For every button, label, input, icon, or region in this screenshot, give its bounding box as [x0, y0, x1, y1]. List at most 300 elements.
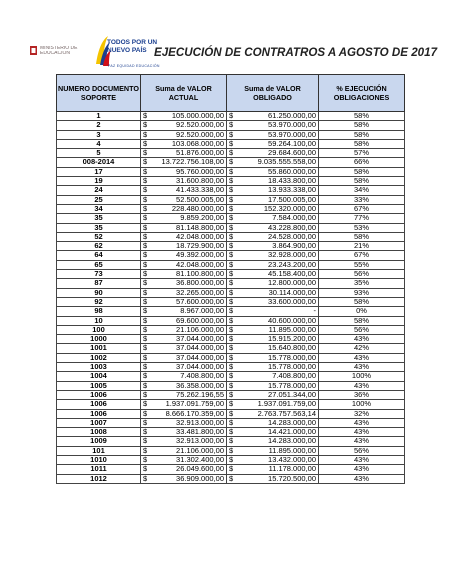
- table-row: [57, 279, 405, 288]
- table-row: [57, 325, 405, 334]
- amount-value: 15.778.000,00: [268, 381, 316, 390]
- currency-symbol: $: [229, 390, 234, 399]
- currency-symbol: $: [229, 371, 234, 381]
- cell-ejecucion: 43%: [319, 363, 405, 372]
- currency-symbol: $: [143, 306, 148, 316]
- table-row: [57, 270, 405, 279]
- cell-valor-actual: [141, 363, 227, 372]
- cell-valor-actual: [141, 204, 227, 213]
- amount-value: 26.049.600,00: [176, 464, 224, 474]
- amount-value: 31.600.800,00: [176, 176, 224, 186]
- cell-document: 4: [57, 139, 141, 148]
- cell-document: 1002: [57, 353, 141, 362]
- cell-valor-obligado: [227, 455, 319, 464]
- cell-document: 35: [57, 214, 141, 223]
- cell-ejecucion: 43%: [319, 381, 405, 390]
- table-row: [57, 409, 405, 418]
- table-row: [57, 455, 405, 464]
- currency-symbol: $: [143, 436, 148, 446]
- table-row: [57, 139, 405, 148]
- amount-value: 42.048.000,00: [176, 260, 224, 269]
- cell-document: 64: [57, 251, 141, 260]
- cell-document: 1006: [57, 409, 141, 418]
- cell-valor-actual: [141, 316, 227, 325]
- currency-symbol: $: [143, 325, 148, 334]
- col-header-valor-actual: Suma de VALOR ACTUAL: [141, 75, 227, 112]
- cell-document: 65: [57, 260, 141, 269]
- cell-ejecucion: 56%: [319, 446, 405, 455]
- cell-ejecucion: 56%: [319, 325, 405, 334]
- cell-valor-actual: [141, 409, 227, 418]
- cell-valor-obligado: [227, 112, 319, 121]
- cell-ejecucion: 56%: [319, 270, 405, 279]
- currency-symbol: $: [143, 111, 148, 120]
- cell-document: 1008: [57, 428, 141, 437]
- cell-ejecucion: 55%: [319, 260, 405, 269]
- amount-value: 75.262.196,55: [176, 390, 224, 399]
- table-row: [57, 149, 405, 158]
- cell-valor-actual: [141, 437, 227, 446]
- amount-value: 81.148.800,00: [176, 223, 224, 232]
- amount-value: 32.928.000,00: [268, 250, 316, 260]
- currency-symbol: $: [143, 120, 148, 130]
- cell-valor-actual: [141, 130, 227, 139]
- amount-value: 53.970.000,00: [268, 120, 316, 130]
- amount-value: 36.909.000,00: [176, 474, 224, 483]
- currency-symbol: $: [143, 232, 148, 241]
- amount-value: 105.000.000,00: [171, 111, 224, 120]
- amount-value: 37.044.000,00: [176, 353, 224, 362]
- cell-valor-obligado: [227, 335, 319, 344]
- cell-valor-obligado: [227, 195, 319, 204]
- amount-value: 36.800.000,00: [176, 278, 224, 288]
- amount-value: 13.432.000,00: [268, 455, 316, 464]
- cell-valor-actual: [141, 270, 227, 279]
- table-row: [57, 428, 405, 437]
- cell-ejecucion: 43%: [319, 455, 405, 464]
- amount-value: 33.600.000,00: [268, 297, 316, 306]
- cell-document: 1011: [57, 465, 141, 474]
- currency-symbol: $: [143, 223, 148, 232]
- amount-value: 12.800.000,00: [268, 278, 316, 288]
- amount-value: 92.520.000,00: [176, 120, 224, 130]
- cell-valor-actual: [141, 400, 227, 409]
- currency-symbol: $: [229, 455, 234, 464]
- cell-valor-actual: [141, 149, 227, 158]
- cell-valor-obligado: [227, 297, 319, 306]
- cell-valor-actual: [141, 195, 227, 204]
- currency-symbol: $: [143, 288, 148, 297]
- page-header: [0, 0, 450, 72]
- amount-value: 14.283.000,00: [268, 436, 316, 446]
- amount-value: 55.860.000,00: [268, 167, 316, 176]
- table-row: [57, 204, 405, 213]
- table-row: [57, 130, 405, 139]
- cell-document: 98: [57, 307, 141, 316]
- table-row: [57, 400, 405, 409]
- amount-value: 7.408.800,00: [272, 371, 316, 381]
- cell-valor-actual: [141, 177, 227, 186]
- cell-valor-actual: [141, 279, 227, 288]
- amount-value: 32.913.000,00: [176, 436, 224, 446]
- currency-symbol: $: [143, 399, 148, 409]
- amount-value: 51.876.000,00: [176, 148, 224, 158]
- table-row: [57, 232, 405, 241]
- amount-value: 11.178.000,00: [268, 464, 316, 474]
- cell-valor-actual: [141, 186, 227, 195]
- cell-valor-obligado: [227, 344, 319, 353]
- currency-symbol: $: [229, 241, 234, 251]
- cell-ejecucion: 58%: [319, 121, 405, 130]
- cell-document: 100: [57, 325, 141, 334]
- amount-value: 152.320.000,00: [263, 204, 316, 213]
- cell-valor-actual: [141, 112, 227, 121]
- table-row: [57, 177, 405, 186]
- currency-symbol: $: [229, 269, 234, 279]
- currency-symbol: $: [229, 167, 234, 176]
- currency-symbol: $: [229, 464, 234, 474]
- currency-symbol: $: [229, 260, 234, 269]
- cell-valor-actual: [141, 335, 227, 344]
- cell-valor-obligado: [227, 307, 319, 316]
- cell-valor-obligado: [227, 186, 319, 195]
- cell-ejecucion: 58%: [319, 316, 405, 325]
- cell-document: 3: [57, 130, 141, 139]
- brand-tagline: PAZ EQUIDAD EDUCACIÓN: [108, 64, 160, 68]
- currency-symbol: $: [143, 130, 148, 139]
- cell-document: 008-2014: [57, 158, 141, 167]
- cell-ejecucion: 36%: [319, 390, 405, 399]
- cell-document: 87: [57, 279, 141, 288]
- ministry-label: MINISTERIO DE EDUCACIÓN: [40, 46, 78, 56]
- cell-ejecucion: 43%: [319, 353, 405, 362]
- cell-valor-obligado: [227, 390, 319, 399]
- cell-document: 24: [57, 186, 141, 195]
- cell-valor-actual: [141, 418, 227, 427]
- currency-symbol: $: [143, 269, 148, 279]
- amount-value: 40.600.000,00: [268, 316, 316, 325]
- amount-value: 24.528.000,00: [268, 232, 316, 241]
- currency-symbol: $: [229, 306, 234, 316]
- cell-document: 1006: [57, 390, 141, 399]
- amount-value: 95.760.000,00: [176, 167, 224, 176]
- table-row: [57, 474, 405, 483]
- table-row: [57, 297, 405, 306]
- cell-ejecucion: 58%: [319, 297, 405, 306]
- cell-ejecucion: 34%: [319, 186, 405, 195]
- currency-symbol: $: [143, 250, 148, 260]
- cell-ejecucion: 100%: [319, 400, 405, 409]
- cell-ejecucion: 77%: [319, 214, 405, 223]
- cell-valor-obligado: [227, 400, 319, 409]
- amount-value: 59.264.100,00: [268, 139, 316, 148]
- cell-ejecucion: 43%: [319, 428, 405, 437]
- currency-symbol: $: [229, 343, 234, 353]
- amount-value: 14.283.000,00: [268, 418, 316, 427]
- amount-value: 57.600.000,00: [176, 297, 224, 306]
- table-row: [57, 316, 405, 325]
- currency-symbol: $: [229, 353, 234, 362]
- col-header-valor-obligado: Suma de VALOR OBLIGADO: [227, 75, 319, 112]
- cell-document: 101: [57, 446, 141, 455]
- cell-ejecucion: 43%: [319, 418, 405, 427]
- cell-ejecucion: 67%: [319, 204, 405, 213]
- amount-value: 32.265.000,00: [176, 288, 224, 297]
- cell-valor-actual: [141, 214, 227, 223]
- cell-valor-obligado: [227, 372, 319, 381]
- amount-value: 13.933.338,00: [268, 185, 316, 195]
- amount-value: -: [313, 306, 316, 316]
- cell-valor-obligado: [227, 139, 319, 148]
- currency-symbol: $: [143, 213, 148, 223]
- table-row: [57, 437, 405, 446]
- table-row: [57, 112, 405, 121]
- page-title: EJECUCIÓN DE CONTRATROS A AGOSTO DE 2017: [154, 46, 438, 59]
- cell-valor-obligado: [227, 242, 319, 251]
- amount-value: 49.392.000,00: [176, 250, 224, 260]
- cell-valor-obligado: [227, 177, 319, 186]
- cell-valor-obligado: [227, 149, 319, 158]
- currency-symbol: $: [229, 316, 234, 325]
- cell-valor-obligado: [227, 260, 319, 269]
- cell-valor-actual: [141, 344, 227, 353]
- cell-document: 1006: [57, 400, 141, 409]
- cell-valor-obligado: [227, 158, 319, 167]
- cell-document: 34: [57, 204, 141, 213]
- currency-symbol: $: [229, 334, 234, 344]
- cell-document: 1010: [57, 455, 141, 464]
- currency-symbol: $: [229, 232, 234, 241]
- cell-valor-obligado: [227, 288, 319, 297]
- currency-symbol: $: [143, 334, 148, 344]
- cell-valor-obligado: [227, 121, 319, 130]
- cell-valor-actual: [141, 260, 227, 269]
- currency-symbol: $: [229, 130, 234, 139]
- cell-valor-obligado: [227, 214, 319, 223]
- currency-symbol: $: [229, 288, 234, 297]
- currency-symbol: $: [143, 316, 148, 325]
- amount-value: 14.421.000,00: [268, 427, 316, 437]
- cell-ejecucion: 66%: [319, 158, 405, 167]
- amount-value: 23.243.200,00: [268, 260, 316, 269]
- currency-symbol: $: [229, 213, 234, 223]
- currency-symbol: $: [143, 362, 148, 372]
- cell-valor-obligado: [227, 409, 319, 418]
- amount-value: 52.500.005,00: [176, 195, 224, 204]
- currency-symbol: $: [229, 204, 234, 213]
- table-row: [57, 195, 405, 204]
- cell-valor-actual: [141, 325, 227, 334]
- cell-valor-obligado: [227, 353, 319, 362]
- currency-symbol: $: [229, 381, 234, 390]
- cell-valor-actual: [141, 465, 227, 474]
- currency-symbol: $: [143, 390, 148, 399]
- cell-valor-actual: [141, 307, 227, 316]
- amount-value: 9.035.555.558,00: [257, 157, 316, 167]
- cell-ejecucion: 67%: [319, 251, 405, 260]
- currency-symbol: $: [143, 297, 148, 306]
- cell-valor-actual: [141, 446, 227, 455]
- cell-valor-actual: [141, 121, 227, 130]
- cell-ejecucion: 33%: [319, 195, 405, 204]
- currency-symbol: $: [229, 111, 234, 120]
- currency-symbol: $: [229, 446, 234, 455]
- cell-ejecucion: 58%: [319, 112, 405, 121]
- cell-ejecucion: 58%: [319, 130, 405, 139]
- currency-symbol: $: [229, 185, 234, 195]
- table-row: [57, 223, 405, 232]
- table-row: [57, 288, 405, 297]
- amount-value: 31.302.400,00: [176, 455, 224, 464]
- cell-valor-actual: [141, 353, 227, 362]
- table-row: [57, 260, 405, 269]
- cell-valor-obligado: [227, 428, 319, 437]
- currency-symbol: $: [143, 167, 148, 176]
- currency-symbol: $: [143, 204, 148, 213]
- currency-symbol: $: [143, 195, 148, 204]
- cell-valor-obligado: [227, 251, 319, 260]
- table-body: [57, 112, 405, 484]
- contracts-table: [56, 74, 405, 484]
- amount-value: 2.763.757.563,14: [257, 409, 316, 418]
- currency-symbol: $: [229, 120, 234, 130]
- currency-symbol: $: [143, 148, 148, 158]
- amount-value: 37.044.000,00: [176, 362, 224, 372]
- cell-valor-obligado: [227, 437, 319, 446]
- cell-valor-actual: [141, 428, 227, 437]
- currency-symbol: $: [143, 176, 148, 186]
- currency-symbol: $: [143, 455, 148, 464]
- currency-symbol: $: [143, 474, 148, 483]
- amount-value: 53.970.000,00: [268, 130, 316, 139]
- amount-value: 29.684.600,00: [268, 148, 316, 158]
- amount-value: 42.048.000,00: [176, 232, 224, 241]
- table-row: [57, 465, 405, 474]
- cell-document: 1009: [57, 437, 141, 446]
- cell-ejecucion: 43%: [319, 465, 405, 474]
- cell-document: 1005: [57, 381, 141, 390]
- cell-ejecucion: 43%: [319, 437, 405, 446]
- currency-symbol: $: [229, 297, 234, 306]
- amount-value: 103.068.000,00: [171, 139, 224, 148]
- amount-value: 37.044.000,00: [176, 343, 224, 353]
- cell-valor-obligado: [227, 130, 319, 139]
- table-header-row: [57, 75, 405, 112]
- cell-document: 73: [57, 270, 141, 279]
- amount-value: 8.666.170.359,00: [165, 409, 224, 418]
- currency-symbol: $: [143, 371, 148, 381]
- cell-valor-obligado: [227, 446, 319, 455]
- amount-value: 69.600.000,00: [176, 316, 224, 325]
- cell-document: 1012: [57, 474, 141, 483]
- currency-symbol: $: [229, 278, 234, 288]
- cell-valor-obligado: [227, 270, 319, 279]
- currency-symbol: $: [143, 241, 148, 251]
- amount-value: 21.106.000,00: [176, 325, 224, 334]
- amount-value: 33.481.800,00: [176, 427, 224, 437]
- amount-value: 15.778.000,00: [268, 353, 316, 362]
- cell-valor-obligado: [227, 223, 319, 232]
- currency-symbol: $: [229, 325, 234, 334]
- cell-valor-obligado: [227, 204, 319, 213]
- cell-ejecucion: 93%: [319, 288, 405, 297]
- amount-value: 36.358.000,00: [176, 381, 224, 390]
- cell-document: 1: [57, 112, 141, 121]
- currency-symbol: $: [143, 278, 148, 288]
- cell-valor-actual: [141, 139, 227, 148]
- amount-value: 81.100.800,00: [176, 269, 224, 279]
- currency-symbol: $: [143, 427, 148, 437]
- cell-ejecucion: 42%: [319, 344, 405, 353]
- currency-symbol: $: [143, 409, 148, 418]
- cell-valor-obligado: [227, 279, 319, 288]
- cell-ejecucion: 21%: [319, 242, 405, 251]
- cell-valor-actual: [141, 251, 227, 260]
- amount-value: 7.408.800,00: [180, 371, 224, 381]
- table-row: [57, 121, 405, 130]
- cell-valor-actual: [141, 242, 227, 251]
- col-header-document: NUMERO DOCUMENTO SOPORTE: [57, 75, 141, 112]
- amount-value: 18.729.900,00: [176, 241, 224, 251]
- currency-symbol: $: [229, 474, 234, 483]
- cell-valor-actual: [141, 158, 227, 167]
- cell-valor-obligado: [227, 465, 319, 474]
- amount-value: 11.895.000,00: [268, 325, 316, 334]
- cell-document: 1000: [57, 335, 141, 344]
- cell-valor-obligado: [227, 316, 319, 325]
- table-row: [57, 418, 405, 427]
- cell-ejecucion: 57%: [319, 149, 405, 158]
- table-row: [57, 251, 405, 260]
- currency-symbol: $: [229, 362, 234, 372]
- amount-value: 1.937.091.759,00: [165, 399, 224, 409]
- amount-value: 11.895.000,00: [268, 446, 316, 455]
- cell-ejecucion: 58%: [319, 232, 405, 241]
- table-row: [57, 372, 405, 381]
- amount-value: 1.937.091.759,00: [257, 399, 316, 409]
- cell-document: 1001: [57, 344, 141, 353]
- cell-valor-actual: [141, 167, 227, 176]
- table-row: [57, 446, 405, 455]
- cell-valor-obligado: [227, 232, 319, 241]
- amount-value: 41.433.338,00: [176, 185, 224, 195]
- amount-value: 30.114.000,00: [268, 288, 316, 297]
- cell-valor-actual: [141, 381, 227, 390]
- currency-symbol: $: [143, 260, 148, 269]
- table-row: [57, 353, 405, 362]
- cell-document: 25: [57, 195, 141, 204]
- cell-valor-actual: [141, 372, 227, 381]
- currency-symbol: $: [143, 185, 148, 195]
- amount-value: 15.640.800,00: [268, 343, 316, 353]
- cell-document: 1004: [57, 372, 141, 381]
- cell-ejecucion: 58%: [319, 177, 405, 186]
- table-row: [57, 390, 405, 399]
- currency-symbol: $: [143, 139, 148, 148]
- cell-valor-obligado: [227, 474, 319, 483]
- table-row: [57, 344, 405, 353]
- amount-value: 45.158.400,00: [268, 269, 316, 279]
- cell-valor-actual: [141, 474, 227, 483]
- cell-valor-actual: [141, 390, 227, 399]
- currency-symbol: $: [229, 399, 234, 409]
- cell-valor-obligado: [227, 167, 319, 176]
- table-row: [57, 335, 405, 344]
- amount-value: 18.433.800,00: [268, 176, 316, 186]
- amount-value: 37.044.000,00: [176, 334, 224, 344]
- cell-document: 52: [57, 232, 141, 241]
- amount-value: 228.480.000,00: [171, 204, 224, 213]
